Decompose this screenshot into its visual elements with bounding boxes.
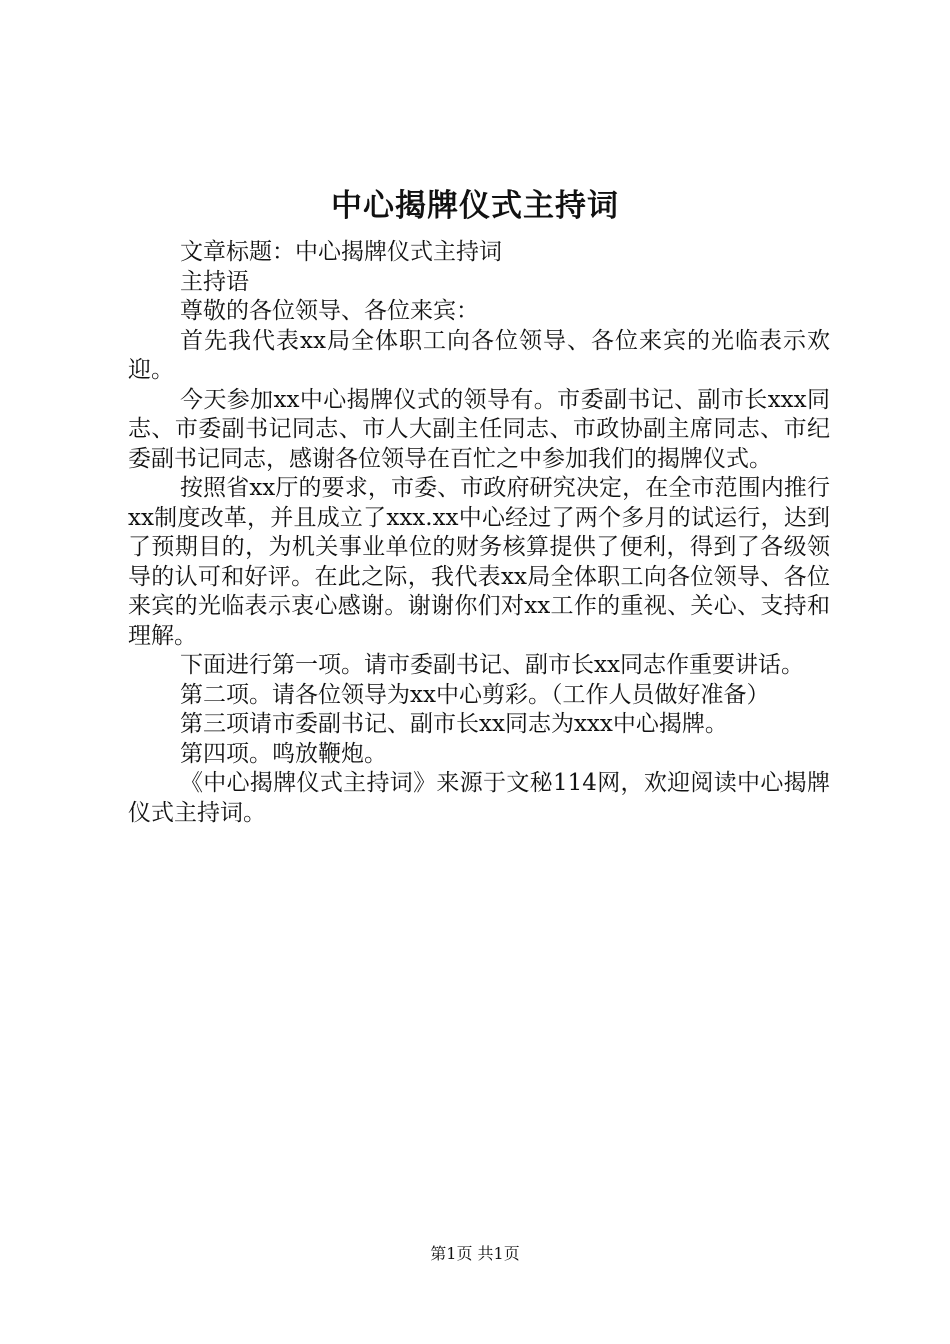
paragraph-item-two: 第二项。请各位领导为xx中心剪彩。（工作人员做好准备） xyxy=(180,681,770,708)
paragraph-item-one: 下面进行第一项。请市委副书记、副市长xx同志作重要讲话。 xyxy=(180,652,804,678)
paragraph-background: 按照省xx厅的要求，市委、市政府研究决定，在全市范围内推行xx制度改革，并且成立了xxx.xx中心经过了两个多月的试运行，达到了预期目的，为机关事业单位的财务核算提供了便利，得到了各级领导的认可和好评。在此之际，我代表xx局全体职工向各位领导、各位来宾的光临表示衷心感谢。谢谢你们对xx工作的重视、关心、支持和理解。 xyxy=(128,475,830,649)
paragraph-salutation: 尊敬的各位领导、各位来宾： xyxy=(180,298,479,324)
paragraph-item-three: 第三项请市委副书记、副市长xx同志为xxx中心揭牌。 xyxy=(180,711,728,737)
paragraph-attending-leaders: 今天参加xx中心揭牌仪式的领导有。市委副书记、副市长xxx同志、市委副书记同志、市人大副主任同志、市政协副主席同志、市纪委副书记同志，感谢各位领导在百忙之中参加我们的揭牌仪式。 xyxy=(128,386,830,472)
document-title: 中心揭牌仪式主持词 xyxy=(331,188,619,224)
paragraph-source-note: 《中心揭牌仪式主持词》来源于文秘114网，欢迎阅读中心揭牌仪式主持词。 xyxy=(128,770,830,826)
paragraph-welcome: 首先我代表xx局全体职工向各位领导、各位来宾的光临表示欢迎。 xyxy=(128,327,830,383)
paragraph-article-title: 文章标题：中心揭牌仪式主持词 xyxy=(180,239,502,265)
paragraph-host-heading: 主持语 xyxy=(180,268,249,295)
paragraph-item-four: 第四项。鸣放鞭炮。 xyxy=(180,740,387,767)
page-footer: 第1页 共1页 xyxy=(430,1244,520,1263)
document-body xyxy=(128,238,830,828)
